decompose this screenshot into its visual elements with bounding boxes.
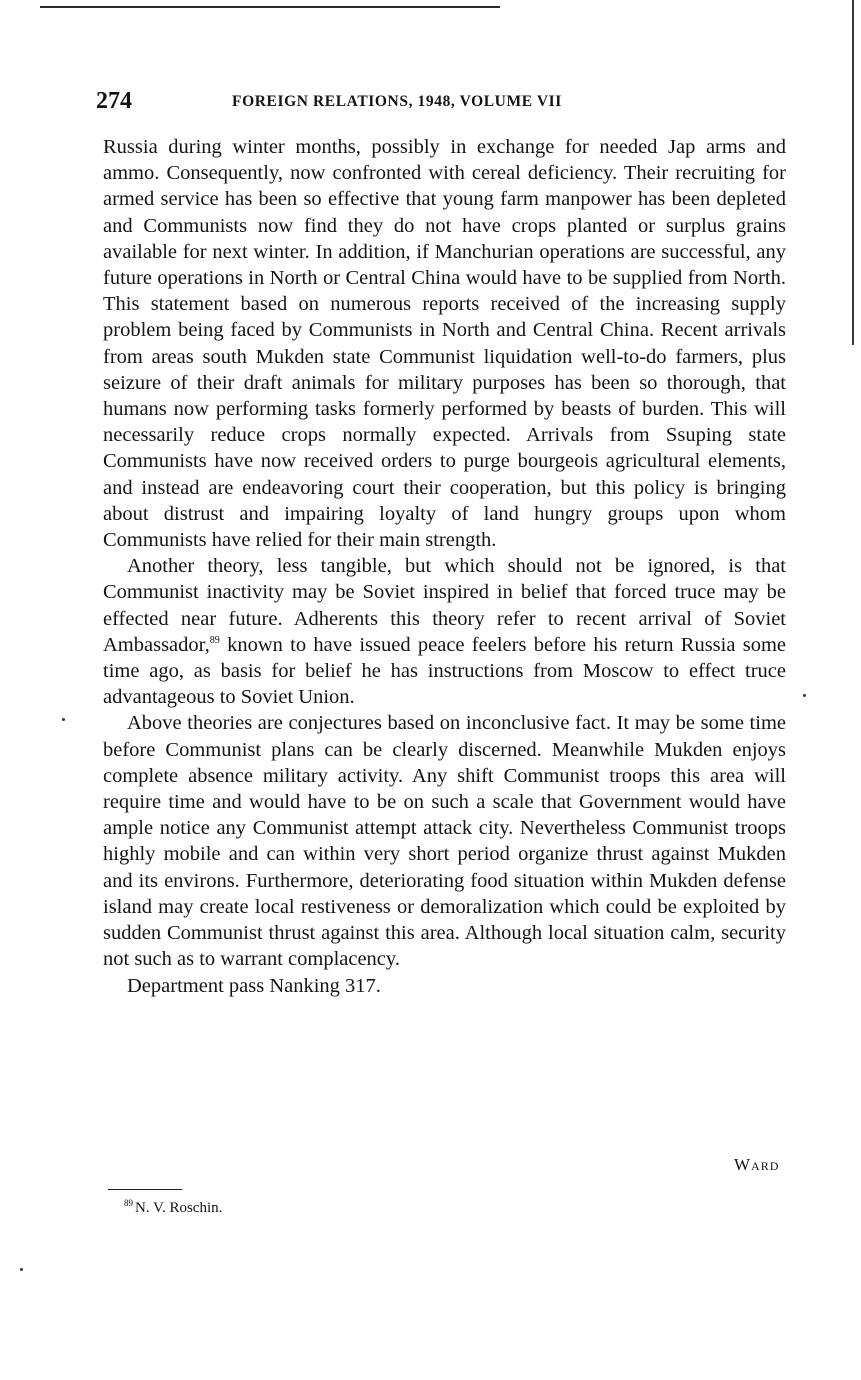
paragraph-4: Department pass Nanking 317. xyxy=(127,974,381,997)
paragraph-1: Russia during winter months, possibly in exchange for needed Jap arms and ammo. Consequently, now confronted with cereal deficiency. Their recruiting for armed service has been so effective that young farm manpower has been depleted and Communists now find they do not have crops planted or surplus grains available for next winter. In addition, if Manchurian operations are successful, any future operations in North or Central China would have to be supplied from North. This statement based on numerous reports received of the increasing supply problem being faced by Communists in North and Central China. Recent arrivals from areas south Mukden state Communist liquidation well-to-do farmers, plus seizure of their draft animals for military purposes has been so thorough, that humans now performing tasks formerly performed by beasts of burden. This will necessarily reduce crops normally expected. Arrivals from Ssuping state Communists have now received orders to purge bourgeois agricultural elements, and instead are endeavoring court their cooperation, but this policy is bringing about distrust and impairing loyalty of land hungry groups upon whom Communists have relied for their main strength. xyxy=(103,136,786,552)
paragraph-2 xyxy=(103,553,786,710)
page-edge-rule xyxy=(852,0,854,345)
top-rule xyxy=(40,0,500,8)
body-text xyxy=(103,134,786,999)
page-number: 274 xyxy=(96,88,132,114)
scan-speck xyxy=(20,1268,23,1271)
footnote-text: N. V. Roschin. xyxy=(135,1200,223,1216)
scan-speck xyxy=(803,694,806,697)
paragraph-2-text-b: known to have issued peace feelers before his return Russia some time ago, as basis for belief he has instructions from Moscow to effect truce advantageous to Soviet Union. xyxy=(103,633,786,709)
footnote-rule xyxy=(108,1189,182,1190)
footnote xyxy=(124,1200,222,1217)
paragraph-3: Above theories are conjectures based on inconclusive fact. It may be some time before Communist plans can be clearly discerned. Meanwhile Mukden enjoys complete absence military activity. Any shift Communist troops this area will require time and would have to be on such a scale that Government would have ample notice any Communist attempt attack city. Nevertheless Communist troops highly mobile and can within very short period organize thrust against Mukden and its environs. Furthermore, deteriorating food situation within Mukden defense island may create local restiveness or demoralization which could be exploited by sudden Communist thrust against this area. Although local situation calm, security not such as to warrant complacency. xyxy=(103,712,786,971)
paragraph-2-text-a: Another theory, less tangible, but which should not be ignored, is that Communist inactivity may be Soviet inspired in belief that forced truce may be effected near future. Adherents this theory refer to recent arrival of Soviet Ambassador, xyxy=(103,555,786,656)
scan-speck xyxy=(62,718,65,721)
signature: Ward xyxy=(734,1155,780,1174)
footnote-number: 89 xyxy=(124,1198,133,1208)
running-head: FOREIGN RELATIONS, 1948, VOLUME VII xyxy=(232,93,562,110)
page-header xyxy=(96,88,656,122)
footnote-reference: 89 xyxy=(209,635,220,647)
